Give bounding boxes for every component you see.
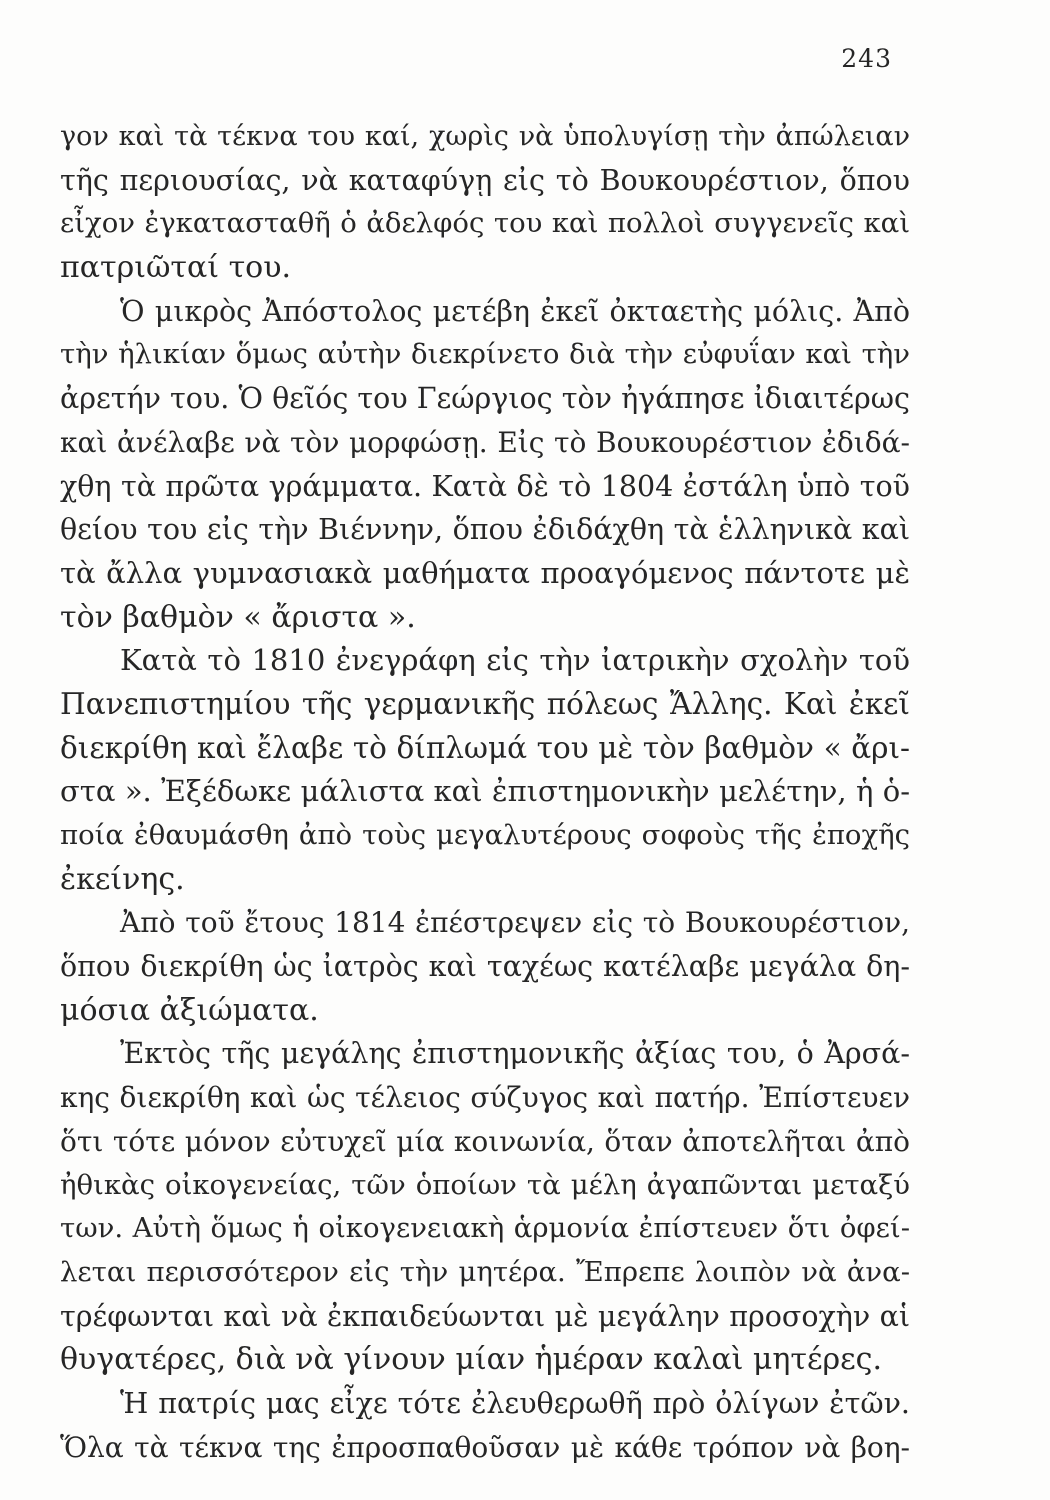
text-line: ποία ἐθαυμάσθη ἀπὸ τοὺς μεγαλυτέρους σοφοὺς τῆς ἐποχῆς <box>60 819 910 851</box>
text-line: τρέφωνται καὶ νὰ ἐκπαιδεύωνται μὲ μεγάλην προσοχὴν αἱ <box>60 1299 910 1333</box>
text-line: κης διεκρίθη καὶ ὡς τέλειος σύζυγος καὶ πατήρ. Ἐπίστευεν <box>60 1081 910 1115</box>
text-line: ἠθικὰς οἰκογενείας, τῶν ὁποίων τὰ μέλη ἀγαπῶνται μεταξύ <box>60 1168 910 1201</box>
text-line: στα ». Ἐξέδωκε μάλιστα καὶ ἐπιστημονικὴν μελέτην, ἡ ὁ- <box>60 774 910 809</box>
text-line: Ἀπὸ τοῦ ἔτους 1814 ἐπέστρεψεν εἰς τὸ Βουκουρέστιον, <box>120 906 910 940</box>
text-line: ἀρετήν του. Ὁ θεῖός του Γεώργιος τὸν ἠγάπησε ἰδιαιτέρως <box>60 382 910 416</box>
body-text <box>60 115 910 1469</box>
text-line: χθη τὰ πρῶτα γράμματα. Κατὰ δὲ τὸ 1804 ἐστάλη ὑπὸ τοῦ <box>60 469 910 503</box>
text-line: ὅπου διεκρίθη ὡς ἰατρὸς καὶ ταχέως κατέλαβε μεγάλα δη- <box>60 950 910 984</box>
text-line: τὸν βαθμὸν « ἄριστα ». <box>60 599 416 635</box>
text-line: μόσια ἀξιώματα. <box>60 992 319 1028</box>
text-line: θυγατέρες, διὰ νὰ γίνουν μίαν ἡμέραν καλαὶ μητέρες. <box>60 1342 883 1378</box>
text-line: Ὁ μικρὸς Ἀπόστολος μετέβη ἐκεῖ ὀκταετὴς μόλις. Ἀπὸ <box>120 294 910 328</box>
text-line: Πανεπιστημίου τῆς γερμανικῆς πόλεως Ἄλλης. Καὶ ἐκεῖ <box>60 686 910 721</box>
text-line: εἶχον ἐγκατασταθῆ ὁ ἀδελφός του καὶ πολλοὶ συγγενεῖς καὶ <box>60 207 910 240</box>
text-line: τὴν ἡλικίαν ὅμως αὐτὴν διεκρίνετο διὰ τὴν εὐφυΐαν καὶ τὴν <box>60 338 910 371</box>
text-line: διεκρίθη καὶ ἔλαβε τὸ δίπλωμά του μὲ τὸν βαθμὸν « ἄρι- <box>60 730 910 765</box>
text-line: θείου του εἰς τὴν Βιέννην, ὅπου ἐδιδάχθη τὰ ἑλληνικὰ καὶ <box>60 513 910 547</box>
text-line: Ἐκτὸς τῆς μεγάλης ἐπιστημονικῆς ἀξίας του, ὁ Ἀρσά- <box>120 1037 910 1071</box>
text-line: γον καὶ τὰ τέκνα του καί, χωρὶς νὰ ὑπολυγίσῃ τὴν ἀπώλειαν <box>60 121 910 152</box>
text-line: πατριῶταί του. <box>60 250 292 286</box>
page-number: 243 <box>841 44 892 73</box>
text-line: καὶ ἀνέλαβε νὰ τὸν μορφώσῃ. Εἰς τὸ Βουκουρέστιον ἐδιδά- <box>60 425 910 459</box>
text-line: λεται περισσότερον εἰς τὴν μητέρα. Ἔπρεπε λοιπὸν νὰ ἀνα- <box>60 1255 910 1288</box>
text-line: ὅτι τότε μόνον εὐτυχεῖ μία κοινωνία, ὅταν ἀποτελῆται ἀπὸ <box>60 1124 910 1158</box>
text-line: των. Αὐτὴ ὅμως ἡ οἰκογενειακὴ ἁρμονία ἐπίστευεν ὅτι ὀφεί- <box>60 1212 910 1245</box>
text-line: Ὅλα τὰ τέκνα της ἐπροσπαθοῦσαν μὲ κάθε τρόπον νὰ βοη- <box>60 1430 910 1464</box>
text-line: τὰ ἄλλα γυμνασιακὰ μαθήματα προαγόμενος πάντοτε μὲ <box>60 555 910 590</box>
text-line: ἐκείνης. <box>60 861 185 897</box>
text-line: τῆς περιουσίας, νὰ καταφύγῃ εἰς τὸ Βουκουρέστιον, ὅπου <box>60 163 910 197</box>
text-line: Κατὰ τὸ 1810 ἐνεγράφη εἰς τὴν ἰατρικὴν σχολὴν τοῦ <box>120 643 910 678</box>
text-line: Ἡ πατρίς μας εἶχε τότε ἐλευθερωθῆ πρὸ ὀλίγων ἐτῶν. <box>120 1386 910 1420</box>
